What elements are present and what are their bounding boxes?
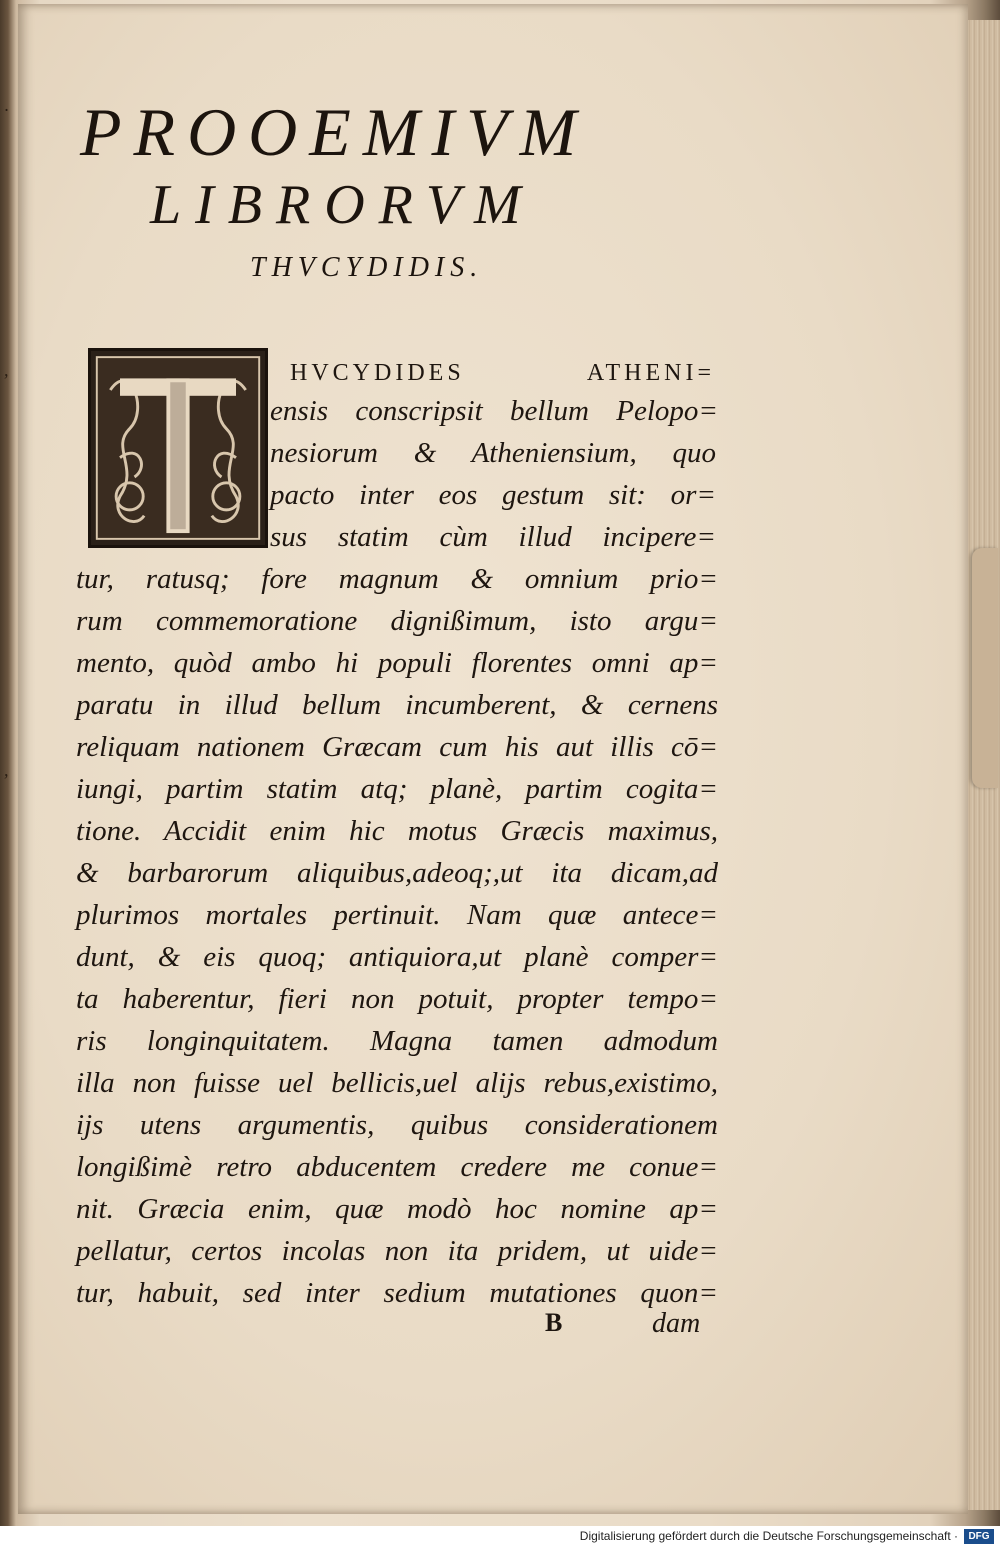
heading-line-3: THVCYDIDIS. — [250, 252, 484, 283]
text-line: nit. Græcia enim, quæ modò hoc nomine ap= — [76, 1193, 718, 1225]
text-line: dunt, & eis quoq; antiquiora,ut planè comper= — [76, 941, 718, 973]
text-line: iungi, partim statim atq; planè, partim cogita= — [76, 773, 718, 805]
text-line: ensis conscripsit bellum Pelopo= — [270, 395, 718, 427]
gutter-mark: · — [4, 100, 9, 120]
text-line: ris longinquitatem. Magna tamen admodum — [76, 1025, 718, 1057]
text-line: ta haberentur, fieri non potuit, propter tempo= — [76, 983, 718, 1015]
text-line: sus statim cùm illud incipere= — [270, 521, 716, 553]
decorated-initial-t — [88, 348, 268, 548]
text-line: mento, quòd ambo hi populi florentes omni ap= — [76, 647, 718, 679]
heading-line-1: PROOEMIVM — [80, 94, 589, 170]
page-tab — [972, 548, 998, 788]
text-line: illa non fuisse uel bellicis,uel alijs rebus,existimo, — [76, 1067, 718, 1099]
text-line: HVCYDIDES ATHENI= — [290, 360, 715, 386]
text-line: tione. Accidit enim hic motus Græcis maximus, — [76, 815, 718, 847]
gutter-mark: , — [4, 360, 9, 380]
footer-bar — [0, 1526, 1000, 1548]
signature-mark: B — [545, 1308, 563, 1337]
ornament-initial-icon — [91, 351, 265, 545]
footer-credit: Digitalisierung gefördert durch die Deutsche Forschungsgemeinschaft · — [579, 1529, 958, 1543]
heading-line-2: LIBRORVM — [150, 174, 535, 236]
text-line: longißimè retro abducentem credere me conue= — [76, 1151, 718, 1183]
text-line: pellatur, certos incolas non ita pridem, ut uide= — [76, 1235, 718, 1267]
text-line: plurimos mortales pertinuit. Nam quæ antece= — [76, 899, 718, 931]
dfg-logo-icon[interactable]: DFG — [964, 1529, 994, 1544]
text-line: pacto inter eos gestum sit: or= — [270, 479, 716, 511]
catchword: dam — [652, 1308, 701, 1339]
gutter-mark: , — [4, 760, 9, 780]
text-line: nesiorum & Atheniensium, quo — [270, 437, 716, 469]
text-line: paratu in illud bellum incumberent, & cernens — [76, 689, 718, 721]
text-line: & barbarorum aliquibus,adeoq;,ut ita dicam,ad — [76, 857, 718, 889]
text-line: tur, ratusq; fore magnum & omnium prio= — [76, 563, 718, 595]
text-line: ijs utens argumentis, quibus considerationem — [76, 1109, 718, 1141]
text-line: reliquam nationem Græcam cum his aut illis cō= — [76, 731, 718, 763]
text-line: tur, habuit, sed inter sedium mutationes quon= — [76, 1277, 718, 1309]
text-line: rum commemoratione dignißimum, isto argu= — [76, 605, 718, 637]
